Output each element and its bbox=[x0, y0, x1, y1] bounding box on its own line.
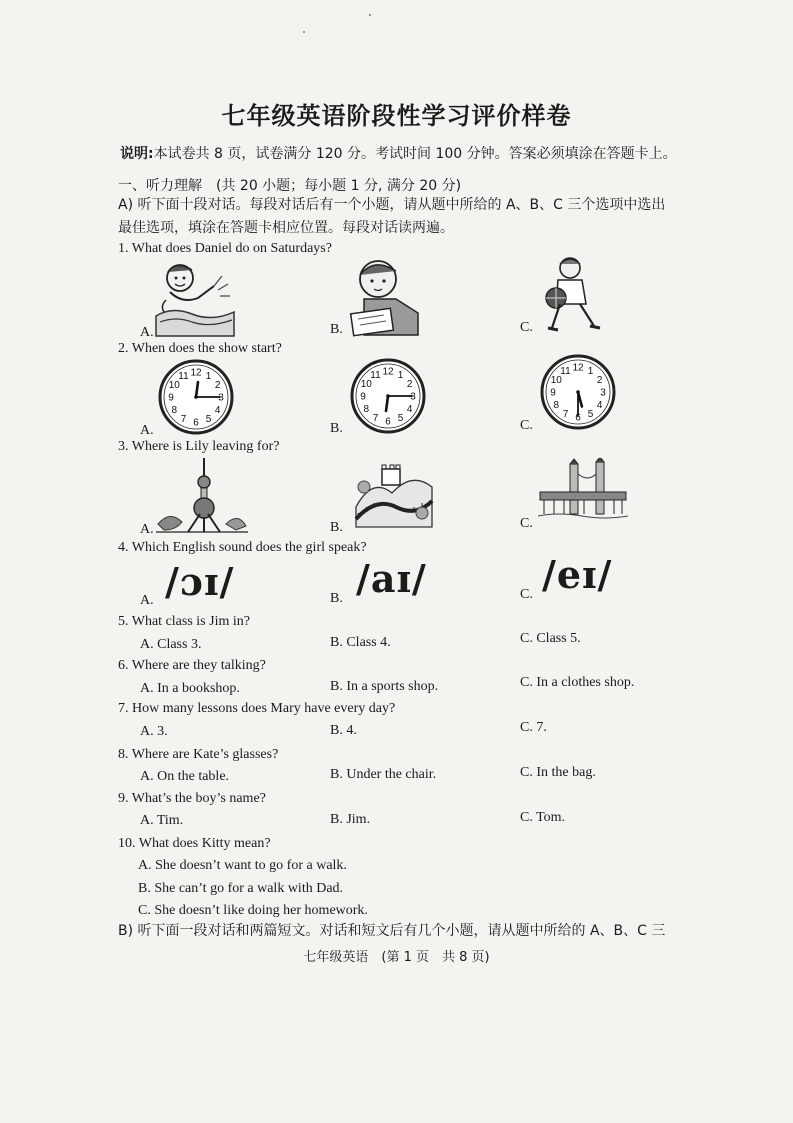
note-text: 本试卷共 8 页，试卷满分 120 分。考试时间 100 分钟。答案必须填涂在答题卡上。 bbox=[153, 146, 677, 162]
option-c: C. 7. bbox=[520, 720, 547, 735]
clock-icon bbox=[156, 357, 236, 437]
clock-numeral: 10 bbox=[168, 380, 180, 391]
section-heading: 一、听力理解 (共 20 小题；每小题 1 分, 满分 20 分) bbox=[118, 178, 462, 194]
clock-numeral: 2 bbox=[214, 380, 221, 391]
ipa-option: /ɔɪ/ bbox=[165, 559, 235, 604]
part-b-instructions: B) 听下面一段对话和两篇短文。对话和短文后有几个小题，请从题中所给的 A、B、C 三 bbox=[118, 923, 666, 939]
option-b: B. In a sports shop. bbox=[330, 679, 439, 694]
question-10: 10. What does Kitty mean? bbox=[118, 836, 271, 851]
clock-numeral: 5 bbox=[587, 409, 594, 421]
swimming-boy-icon bbox=[152, 256, 238, 340]
question-7: 7. How many lessons does Mary have every day? bbox=[118, 701, 396, 716]
option-b: B. Jim. bbox=[330, 812, 371, 827]
clock-numeral: 12 bbox=[190, 367, 202, 379]
clock-center bbox=[576, 390, 580, 394]
basketball-boy-icon bbox=[536, 254, 608, 334]
clock-numeral: 3 bbox=[218, 392, 224, 404]
clock-numeral: 2 bbox=[596, 375, 603, 386]
option-a: A. In a bookshop. bbox=[140, 681, 240, 696]
clock-numeral: 1 bbox=[397, 369, 404, 381]
ipa-option: /aɪ/ bbox=[356, 556, 427, 601]
option-b: B. She can’t go for a walk with Dad. bbox=[138, 881, 344, 896]
scan-speck bbox=[369, 14, 371, 16]
clock-numeral: 1 bbox=[205, 370, 212, 382]
option-label: B. bbox=[330, 322, 343, 337]
clock-numeral: 10 bbox=[360, 379, 372, 390]
option-label: A. bbox=[140, 423, 154, 438]
clock-numeral: 7 bbox=[562, 409, 569, 421]
option-label: B. bbox=[330, 520, 343, 535]
option-label: A. bbox=[140, 522, 154, 537]
option-c: C. She doesn’t like doing her homework. bbox=[138, 903, 368, 918]
great-wall-icon bbox=[352, 457, 436, 529]
drawing-boy-icon bbox=[344, 253, 430, 339]
clock-numeral: 12 bbox=[382, 366, 394, 378]
option-a: A. She doesn’t want to go for a walk. bbox=[138, 858, 347, 873]
page-title: 七年级英语阶段性学习评价样卷 bbox=[221, 101, 572, 130]
option-b: B. Class 4. bbox=[330, 635, 391, 650]
option-c: C. In a clothes shop. bbox=[520, 675, 635, 690]
question-1: 1. What does Daniel do on Saturdays? bbox=[118, 241, 332, 256]
question-5: 5. What class is Jim in? bbox=[118, 614, 250, 629]
clock-icon bbox=[538, 352, 618, 432]
clock-numeral: 8 bbox=[363, 404, 370, 415]
option-label: B. bbox=[330, 591, 343, 606]
instructions-note bbox=[120, 143, 677, 163]
clock-numeral: 7 bbox=[180, 414, 187, 426]
clock-numeral: 6 bbox=[575, 412, 581, 424]
clock-numeral: 6 bbox=[193, 417, 199, 429]
option-c: C. Class 5. bbox=[520, 631, 581, 646]
note-label: 说明: bbox=[120, 146, 154, 162]
clock-numeral: 11 bbox=[560, 365, 571, 377]
clock-numeral: 9 bbox=[550, 387, 556, 399]
option-label: B. bbox=[330, 421, 343, 436]
bridge-icon bbox=[538, 458, 628, 524]
tv-tower-icon bbox=[156, 456, 248, 534]
option-label: A. bbox=[140, 325, 154, 340]
clock-numeral: 4 bbox=[596, 400, 603, 411]
option-a: A. Class 3. bbox=[140, 637, 202, 652]
clock-numeral: 7 bbox=[372, 413, 379, 425]
option-label: C. bbox=[520, 320, 533, 335]
question-9: 9. What’s the boy’s name? bbox=[118, 791, 266, 806]
question-3: 3. Where is Lily leaving for? bbox=[118, 439, 280, 454]
clock-numeral: 12 bbox=[572, 362, 584, 374]
option-a: A. 3. bbox=[140, 724, 168, 739]
clock-center bbox=[386, 394, 390, 398]
ipa-option: /eɪ/ bbox=[542, 552, 613, 597]
clock-numeral: 6 bbox=[385, 416, 391, 428]
clock-numeral: 4 bbox=[214, 405, 221, 416]
option-c: C. Tom. bbox=[520, 810, 566, 825]
clock-numeral: 9 bbox=[168, 392, 174, 404]
clock-center bbox=[194, 395, 198, 399]
clock-numeral: 10 bbox=[550, 375, 562, 386]
clock-numeral: 8 bbox=[553, 400, 560, 411]
option-b: B. Under the chair. bbox=[330, 767, 437, 782]
page-footer: 七年级英语 (第 1 页 共 8 页) bbox=[303, 950, 490, 965]
question-4: 4. Which English sound does the girl speak? bbox=[118, 540, 367, 555]
option-a: A. Tim. bbox=[140, 813, 184, 828]
clock-icon bbox=[348, 356, 428, 436]
option-c: C. In the bag. bbox=[520, 765, 596, 780]
question-8: 8. Where are Kate’s glasses? bbox=[118, 747, 279, 762]
clock-numeral: 2 bbox=[406, 379, 413, 390]
clock-numeral: 1 bbox=[587, 365, 594, 377]
clock-numeral: 8 bbox=[171, 405, 178, 416]
clock-numeral: 11 bbox=[370, 369, 381, 381]
option-label: C. bbox=[520, 516, 533, 531]
clock-numeral: 4 bbox=[406, 404, 413, 415]
question-6: 6. Where are they talking? bbox=[118, 658, 266, 673]
part-a-instructions: A) 听下面十段对话。每段对话后有一个小题，请从题中所给的 A、B、C 三个选项中选出最佳选项，填涂在答题卡相应位置。每段对话读两遍。 bbox=[118, 197, 666, 236]
clock-numeral: 3 bbox=[600, 387, 606, 399]
clock-numeral: 9 bbox=[360, 391, 366, 403]
option-label: C. bbox=[520, 587, 533, 602]
option-a: A. On the table. bbox=[140, 769, 230, 784]
question-2: 2. When does the show start? bbox=[118, 341, 282, 356]
clock-numeral: 3 bbox=[410, 391, 416, 403]
clock-numeral: 5 bbox=[397, 413, 404, 425]
scan-speck bbox=[303, 31, 305, 33]
option-b: B. 4. bbox=[330, 723, 357, 738]
clock-numeral: 11 bbox=[178, 370, 189, 382]
option-label: A. bbox=[140, 593, 154, 608]
clock-numeral: 5 bbox=[205, 414, 212, 426]
option-label: C. bbox=[520, 418, 533, 433]
